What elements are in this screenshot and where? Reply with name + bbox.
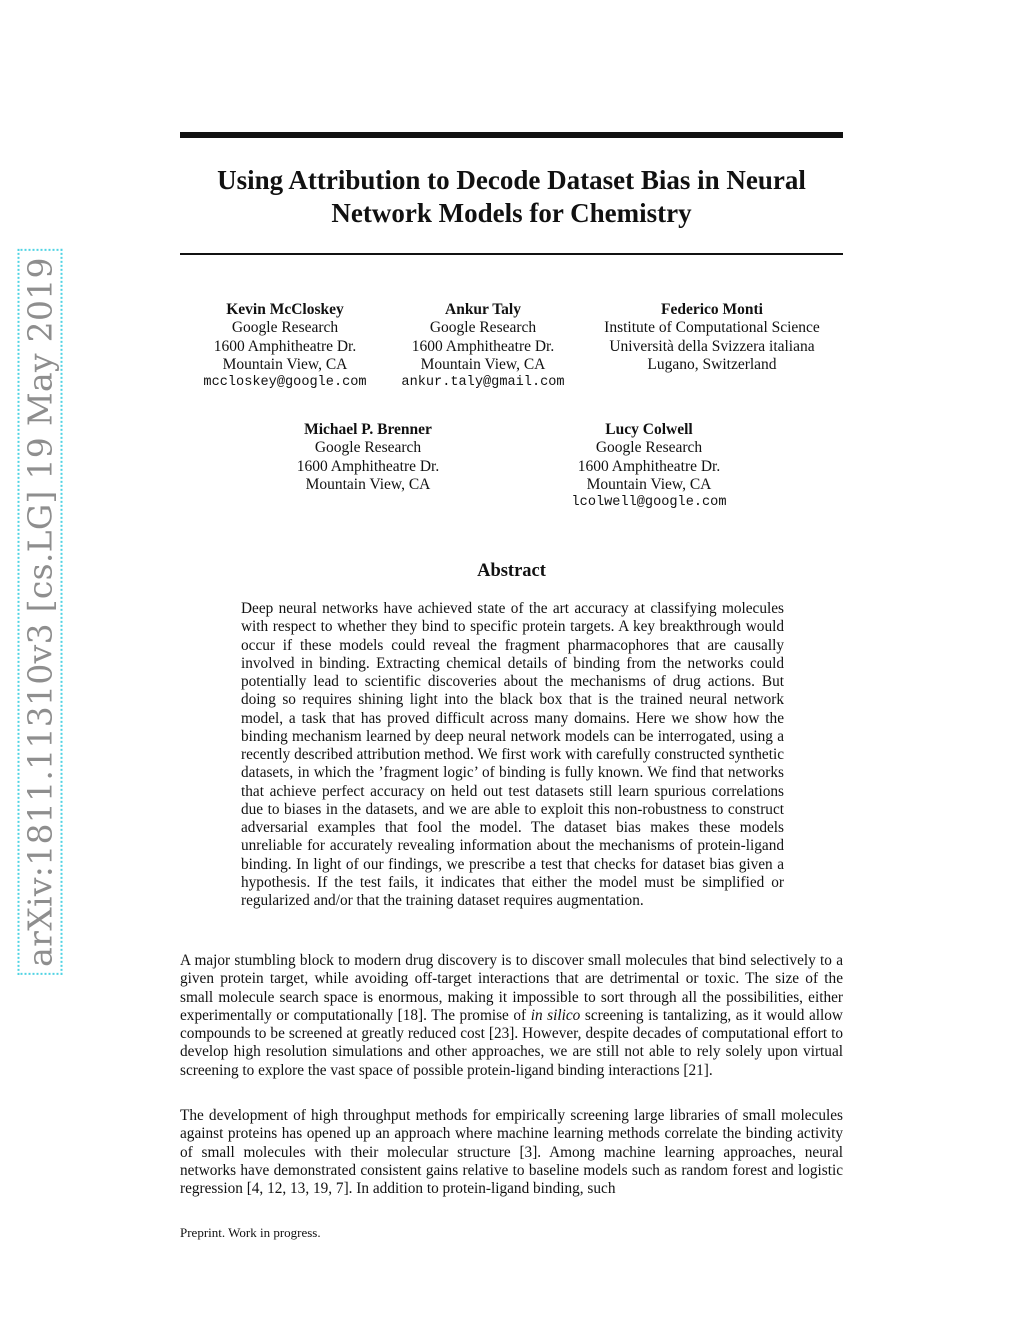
title-top-rule	[180, 132, 843, 138]
author-address: Mountain View, CA	[305, 475, 431, 493]
author-block	[582, 301, 842, 374]
paragraph-text: screening is tantalizing, as it would allow compounds to be screened at greatly reduced cost [23]. However, despite decades of computational effort to develop high resolution simulations and other approaches, we are still not able to rely solely upon virtual screening to explore the vast space of possible protein-ligand binding interactions [21].	[180, 1006, 843, 1079]
author-block	[185, 301, 385, 392]
author-name: Michael P. Brenner	[304, 421, 432, 438]
preprint-footnote: Preprint. Work in progress.	[180, 1225, 321, 1240]
body-paragraph	[180, 1107, 843, 1198]
abstract-heading: Abstract	[477, 561, 546, 581]
author-affiliation: Google Research	[314, 439, 422, 457]
author-name: Federico Monti	[660, 301, 763, 318]
author-block	[549, 421, 749, 512]
paragraph-text: A major stumbling block to modern drug discovery is to discover small molecules that bind selectively to a given protein target, while avoiding off-target interactions that are detrimental or toxic. The size of the small molecule search space is enormous, making it impossible to sort through all the possibilities, either experimentally or computationally [18]. The promise of	[180, 952, 843, 1024]
author-address: Lugano, Switzerland	[647, 355, 777, 373]
arxiv-identifier[interactable]: arXiv:1811.11310v3 [cs.LG] 19 May 2019	[18, 249, 63, 975]
author-block	[383, 301, 583, 392]
author-name: Lucy Colwell	[605, 421, 693, 438]
author-address: Mountain View, CA	[420, 355, 546, 373]
italic-term: in silico	[530, 1006, 581, 1024]
author-email[interactable]: mccloskey@google.com	[203, 375, 367, 391]
author-address: Università della Svizzera italiana	[609, 337, 815, 355]
author-affiliation: Google Research	[231, 319, 339, 337]
author-address: 1600 Amphitheatre Dr.	[577, 457, 721, 475]
author-email[interactable]: lcolwell@google.com	[571, 495, 727, 511]
author-email[interactable]: ankur.taly@gmail.com	[401, 375, 565, 391]
paper-title: Using Attribution to Decode Dataset Bias in Neural Network Models for Chemistry	[217, 165, 806, 228]
author-affiliation: Institute of Computational Science	[604, 319, 820, 337]
author-affiliation: Google Research	[595, 439, 703, 457]
abstract-text: Deep neural networks have achieved state of the art accuracy at classifying molecules with respect to whether they bind to specific protein targets. A key breakthrough would occur if these models could reveal the fragment pharmacophores that are causally involved in binding. Extracting chemical details of binding from the networks could potentially lead to scientific discoveries about the mechanisms of drug actions. But doing so requires shining light into the black box that is the trained neural network model, a task that has proved difficult across many domains. Here we show how the binding mechanism learned by deep neural network models can be interrogated, using a recently described attribution method. We first work with carefully constructed synthetic datasets, in which the ’fragment logic’ of binding is fully known. We find that networks that achieve perfect accuracy on held out test datasets still learn spurious correlations due to biases in the datasets, and we are able to exploit this non-robustness to construct adversarial examples that fool the model. The dataset bias makes these models unreliable for accurately revealing information about the mechanisms of protein-ligand binding. In light of our findings, we prescribe a test that checks for dataset bias given a hypothesis. If the test fails, it indicates that either the model must be simplified or regularized and/or that the training dataset requires augmentation.	[241, 600, 784, 909]
author-affiliation: Google Research	[429, 319, 537, 337]
author-block	[268, 421, 468, 494]
author-name: Ankur Taly	[445, 301, 521, 318]
author-address: 1600 Amphitheatre Dr.	[296, 457, 440, 475]
author-address: 1600 Amphitheatre Dr.	[411, 337, 555, 355]
author-address: Mountain View, CA	[222, 355, 348, 373]
author-address: 1600 Amphitheatre Dr.	[213, 337, 357, 355]
body-paragraph	[180, 952, 843, 1080]
title-bottom-rule	[180, 253, 843, 255]
author-address: Mountain View, CA	[586, 475, 712, 493]
author-name: Kevin McCloskey	[226, 301, 344, 318]
paragraph-text: The development of high throughput methods for empirically screening large libraries of small molecules against proteins has opened up an approach where machine learning methods correlate the binding activity of small molecules with their molecular structure [3]. Among machine learning approaches, neural networks have demonstrated consistent gains relative to baseline models such as random forest and logistic regression [4, 12, 13, 19, 7]. In addition to protein-ligand binding, such	[180, 1107, 843, 1197]
